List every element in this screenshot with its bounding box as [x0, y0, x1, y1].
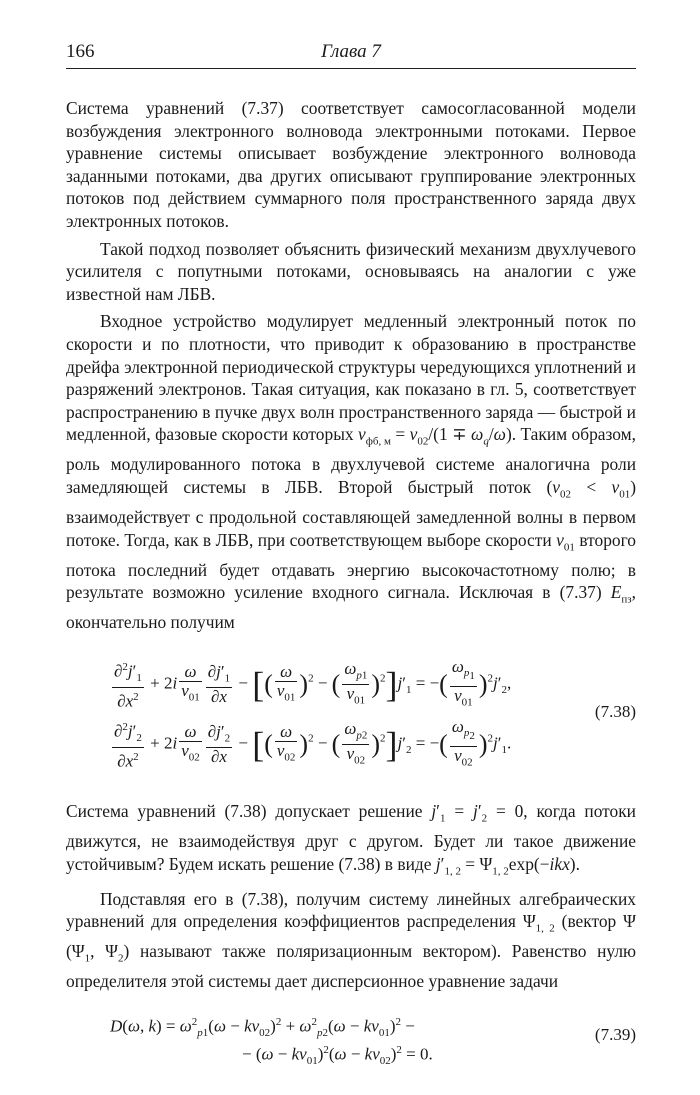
equation-7-38 [66, 652, 636, 782]
paragraph-3: Входное устройство модулирует медленный электронный поток по скорости и по плотности, что приводит к образованию в пространстве дрейфа электронной периодической структуры чередующихся уплотнений и разряжений электронов. Такая ситуация, как показано в гл. 5, соответствует распространению в пучке двух волн пространственного заряда — быстрой и медленной, фазовые скорости которых $v_{фб, м} = v_{02}/(1 \mp \omega_q/\omega)$. Таким образом, роль модулированного потока в двухлучевой системе аналогична роли замедляющей системы в ЛБВ. Второй быстрый поток $(v_{02} < v_{01})$ взаимодействует с продольной составляющей замедленной волны в первом потоке. Тогда, как в ЛБВ, при соответствующем выборе скорости $v_{01}$ второго потока последний будет отдавать энергию высокочастотному полю; в результате возможно усиление входного сигнала. Исключая в (7.37) $E_{пз}$, окончательно получим [66, 311, 636, 633]
page [66, 40, 636, 1095]
paragraph-5: Подставляя его в (7.38), получим систему линейных алгебраических уравнений для определения коэффициентов распределения $\Psi_{1, 2}$ (вектор Ψ ($\Psi_1$, $\Psi_2$) называют также поляризационным вектором). Равенство нулю определителя этой системы дает дисперсионное уравнение задачи [66, 888, 636, 992]
paragraph-4: Система уравнений (7.38) допускает решение $j'_1 = j'_2 = 0$, когда потоки движутся, не взаимодействуя друг с другом. Будет ли такое движение устойчивым? Будем искать решение (7.38) в виде $j'_{1, 2} = \Psi_{1, 2}\exp(-ikx)$. [66, 800, 636, 878]
equation-7-39-line-1: D(ω, $k) = \omega^2_{p1}(\omega - kv_{02})^2 + \omega^2_{p2}(\omega - kv_{01})^2$ − [110, 1015, 415, 1040]
equation-7-38-line-1: $\frac{\partial^2j'_1}{\partial x^2}$ + 2i $\frac{\omega}{v_{01}}$ $\frac{\partial j'_1}{\partial x}$ − [( $\frac{\omega}{v_{01}}$ )$^2$ − ( $\frac{\omega_{p1}}{v_{01}}$ )$^2]j'_1$ = −( $\frac{\omega_{p_1}}{v_{01}}$ )$^2j'_2$, [114, 656, 512, 711]
equation-7-39-line-2: − $(\omega - kv_{01})^2(\omega - kv_{02})^2 = 0$. [242, 1043, 433, 1068]
page-number: 166 [66, 41, 95, 62]
equation-number-7-39: (7.39) [594, 1024, 636, 1044]
paragraph-2: Такой подход позволяет объяснить физический механизм двухлучевого усилителя с попутными потоками, основываясь на аналогии с уже известной нам ЛБВ. [66, 238, 636, 304]
equation-7-39 [66, 1007, 636, 1077]
equation-number-7-38: (7.38) [594, 701, 636, 721]
running-header [66, 40, 636, 69]
paragraph-1: Система уравнений (7.37) соответствует самосогласованной модели возбуждения электронного волновода электронными потоками. Первое уравнение системы описывает возбуждение электронного волновода заданными потоками, два других описывают группирование электронных потоков под действием суммарного поля пространственного заряда двух электронных потоков. [66, 98, 636, 231]
chapter-title: Глава 7 [321, 41, 381, 62]
equation-7-38-line-2: $\frac{\partial^2j'_2}{\partial x^2}$ + 2i $\frac{\omega}{v_{02}}$ $\frac{\partial j'_2}{\partial x}$ − [( $\frac{\omega}{v_{02}}$ )$^2$ − ( $\frac{\omega_{p2}}{v_{02}}$ )$^2]j'_2$ = −( $\frac{\omega_{p_2}}{v_{02}}$ )$^2j'_1$. [114, 716, 512, 771]
